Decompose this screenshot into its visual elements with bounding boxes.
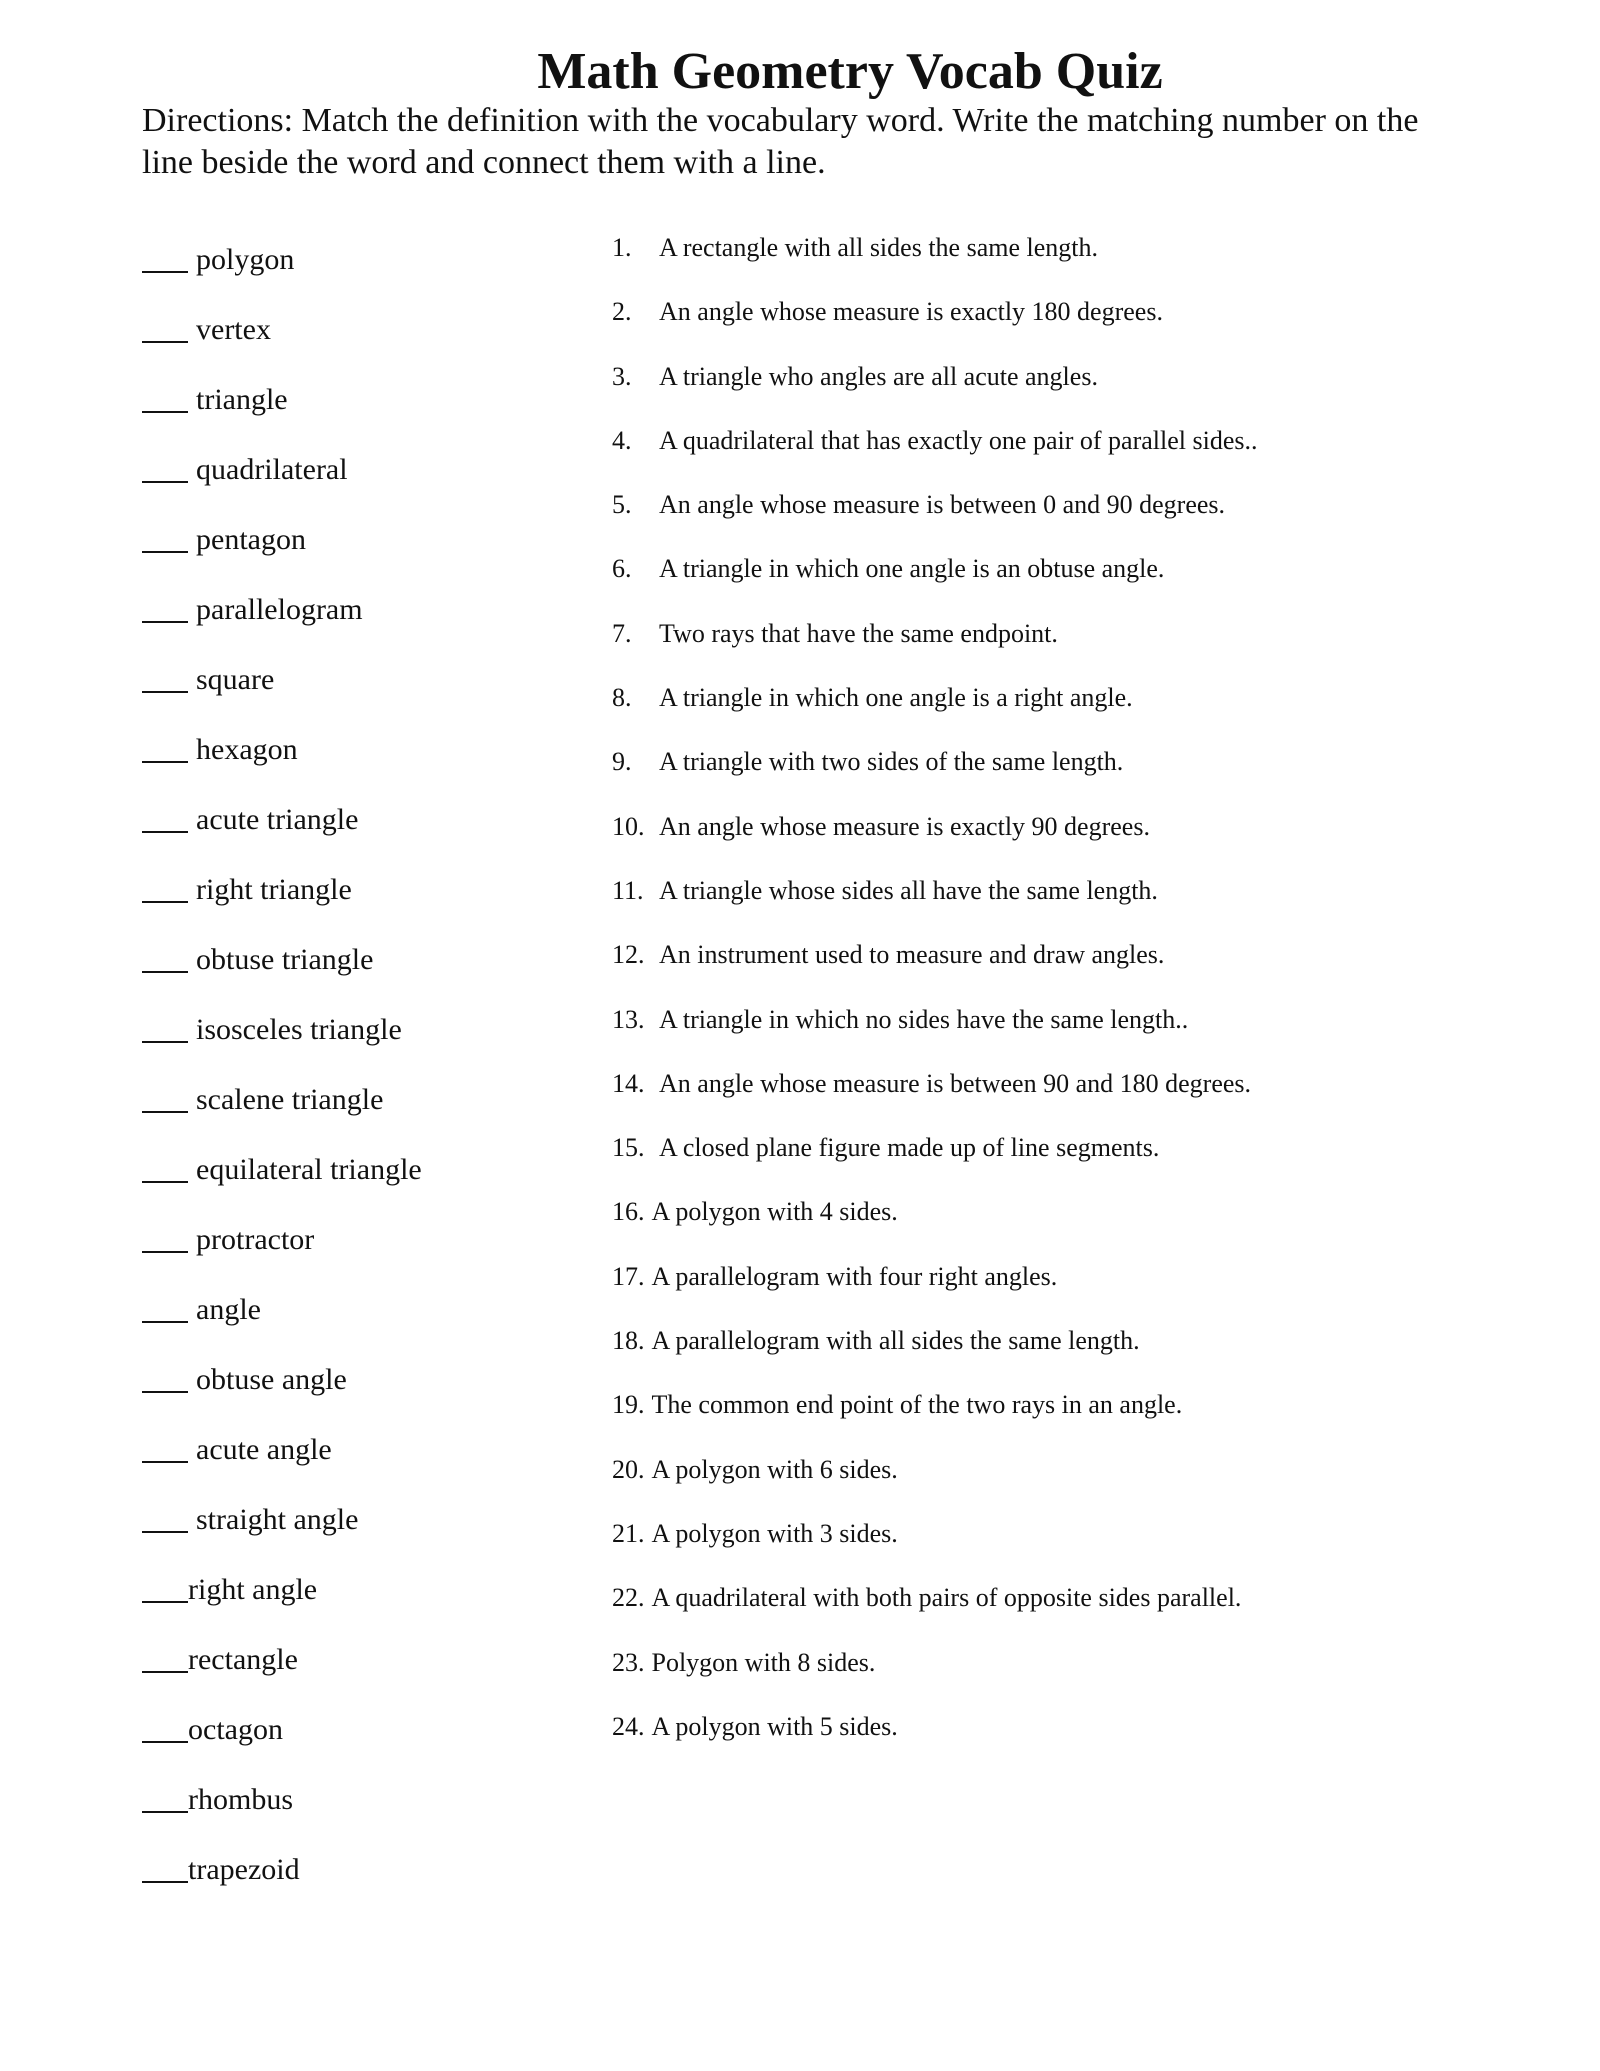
vocab-word-label: straight angle — [196, 1503, 359, 1536]
answer-blank[interactable] — [142, 1601, 188, 1603]
vocab-word-label: obtuse angle — [196, 1363, 347, 1396]
vocab-word-label: parallelogram — [196, 593, 363, 626]
definition-item — [612, 1000, 1512, 1064]
definition-item — [612, 807, 1512, 871]
vocab-word-item — [142, 1220, 602, 1290]
answer-blank[interactable] — [142, 1671, 188, 1673]
vocab-word-item — [142, 1640, 602, 1710]
definition-number: 17. — [612, 1261, 645, 1291]
definition-item — [612, 614, 1512, 678]
vocab-word-item — [142, 590, 602, 660]
vocab-word-label: equilateral triangle — [196, 1153, 422, 1186]
answer-blank[interactable] — [142, 1251, 188, 1253]
vocab-word-label: polygon — [196, 243, 295, 276]
vocab-word-label: pentagon — [196, 523, 306, 556]
vocab-word-item — [142, 730, 602, 800]
definition-number: 20. — [612, 1454, 645, 1484]
definition-number: 21. — [612, 1518, 645, 1548]
answer-blank[interactable] — [142, 1461, 188, 1463]
definition-number: 1. — [612, 233, 632, 262]
vocab-word-label: right triangle — [196, 873, 352, 906]
definition-number: 5. — [612, 490, 632, 520]
definition-item — [612, 1385, 1512, 1449]
answer-blank[interactable] — [142, 621, 188, 623]
vocab-word-label: isosceles triangle — [196, 1013, 402, 1046]
vocab-word-label: angle — [196, 1293, 261, 1326]
answer-blank[interactable] — [142, 481, 188, 483]
vocab-word-label: square — [196, 663, 275, 696]
vocab-word-item — [142, 380, 602, 450]
vocab-word-label: vertex — [196, 313, 271, 346]
definition-text: A closed plane figure made up of line segments. — [659, 1133, 1160, 1163]
definition-text: A parallelogram with all sides the same length. — [651, 1326, 1140, 1356]
answer-blank[interactable] — [142, 551, 188, 553]
vocab-word-label: obtuse triangle — [196, 943, 374, 976]
definition-text: A triangle whose sides all have the same length. — [659, 875, 1158, 905]
answer-blank[interactable] — [142, 971, 188, 973]
definition-number: 19. — [612, 1390, 645, 1420]
definition-number: 11. — [612, 875, 644, 905]
answer-blank[interactable] — [142, 271, 188, 273]
definition-text: An instrument used to measure and draw angles. — [659, 940, 1165, 970]
definition-text: Polygon with 8 sides. — [651, 1647, 876, 1677]
vocab-word-item — [142, 1290, 602, 1360]
definition-text: A triangle who angles are all acute angles. — [659, 361, 1098, 391]
vocab-word-label: hexagon — [196, 733, 298, 766]
definition-item — [612, 1321, 1512, 1385]
answer-blank[interactable] — [142, 1811, 188, 1813]
vocab-word-item — [142, 1710, 602, 1780]
vocab-word-item — [142, 240, 602, 310]
definition-number: 10. — [612, 811, 645, 841]
definition-item — [612, 935, 1512, 999]
vocab-word-label: protractor — [196, 1223, 315, 1256]
vocab-word-label: trapezoid — [188, 1853, 300, 1886]
answer-blank[interactable] — [142, 1531, 188, 1533]
answer-blank[interactable] — [142, 1881, 188, 1883]
vocab-word-item — [142, 870, 602, 940]
definition-number: 24. — [612, 1711, 645, 1741]
definition-number: 14. — [612, 1068, 645, 1098]
vocab-word-item — [142, 450, 602, 520]
definition-number: 15. — [612, 1133, 645, 1163]
definition-item — [612, 485, 1512, 549]
definition-number: 7. — [612, 618, 632, 648]
answer-blank[interactable] — [142, 1181, 188, 1183]
definition-item — [612, 357, 1512, 421]
vocab-word-label: triangle — [196, 383, 288, 416]
answer-blank[interactable] — [142, 1741, 188, 1743]
vocabulary-word-list — [142, 240, 602, 1920]
definition-list — [612, 228, 1512, 1771]
definition-number: 2. — [612, 297, 632, 327]
definition-text: A triangle in which one angle is an obtuse angle. — [659, 554, 1165, 584]
definition-text: A polygon with 3 sides. — [651, 1518, 898, 1548]
definition-text: A quadrilateral that has exactly one pair of parallel sides.. — [659, 425, 1258, 455]
definition-item — [612, 549, 1512, 613]
vocab-word-item — [142, 1570, 602, 1640]
definition-number: 6. — [612, 554, 632, 584]
definition-number: 4. — [612, 425, 632, 455]
definition-text: A triangle in which one angle is a right angle. — [659, 683, 1133, 713]
definition-text: The common end point of the two rays in an angle. — [651, 1390, 1183, 1420]
vocab-word-item — [142, 660, 602, 730]
vocab-word-item — [142, 1500, 602, 1570]
definition-text: An angle whose measure is exactly 90 degrees. — [659, 811, 1150, 841]
definition-item — [612, 1707, 1512, 1771]
vocab-word-item — [142, 1150, 602, 1220]
vocab-word-item — [142, 1080, 602, 1150]
definition-number: 13. — [612, 1004, 645, 1034]
vocab-word-item — [142, 1360, 602, 1430]
definition-number: 18. — [612, 1326, 645, 1356]
definition-text: A polygon with 5 sides. — [651, 1711, 898, 1741]
vocab-word-item — [142, 940, 602, 1010]
definition-number: 9. — [612, 747, 632, 777]
definition-item — [612, 1450, 1512, 1514]
definition-text: A triangle with two sides of the same length. — [659, 747, 1124, 777]
definition-text: A quadrilateral with both pairs of opposite sides parallel. — [651, 1583, 1242, 1613]
definition-text: A rectangle with all sides the same length. — [659, 233, 1098, 262]
definition-text: An angle whose measure is between 90 and 180 degrees. — [659, 1068, 1252, 1098]
vocab-word-item — [142, 1780, 602, 1850]
vocab-word-label: right angle — [188, 1573, 318, 1606]
definition-text: A polygon with 4 sides. — [651, 1197, 898, 1227]
vocab-word-label: acute angle — [196, 1433, 332, 1466]
vocab-word-label: acute triangle — [196, 803, 359, 836]
definition-item — [612, 228, 1512, 292]
answer-blank[interactable] — [142, 341, 188, 343]
answer-blank[interactable] — [142, 1391, 188, 1393]
definition-item — [612, 1257, 1512, 1321]
vocab-word-item — [142, 310, 602, 380]
answer-blank[interactable] — [142, 761, 188, 763]
definition-number: 3. — [612, 361, 632, 391]
definition-item — [612, 1128, 1512, 1192]
answer-blank[interactable] — [142, 901, 188, 903]
definition-number: 12. — [612, 940, 645, 970]
definition-text: A polygon with 6 sides. — [651, 1454, 898, 1484]
directions-text: Directions: Match the definition with the vocabulary word. Write the matching number on the line beside the word and connect them with a line. — [142, 102, 1419, 181]
vocab-word-item — [142, 1850, 602, 1920]
definition-item — [612, 678, 1512, 742]
vocab-word-label: rectangle — [188, 1643, 298, 1676]
definition-item — [612, 1192, 1512, 1256]
definition-item — [612, 1578, 1512, 1642]
vocab-word-label: rhombus — [188, 1783, 293, 1816]
answer-blank[interactable] — [142, 1041, 188, 1043]
definition-item — [612, 1064, 1512, 1128]
answer-blank[interactable] — [142, 691, 188, 693]
answer-blank[interactable] — [142, 1111, 188, 1113]
answer-blank[interactable] — [142, 1321, 188, 1323]
definition-text: An angle whose measure is between 0 and 90 degrees. — [659, 490, 1226, 520]
definition-text: A parallelogram with four right angles. — [651, 1261, 1058, 1291]
vocab-word-label: octagon — [188, 1713, 283, 1746]
definition-number: 23. — [612, 1647, 645, 1677]
definition-text: An angle whose measure is exactly 180 degrees. — [659, 297, 1163, 327]
definition-number: 22. — [612, 1583, 645, 1613]
answer-blank[interactable] — [142, 411, 188, 413]
definition-item — [612, 421, 1512, 485]
vocab-word-item — [142, 520, 602, 590]
definition-text: A triangle in which no sides have the same length.. — [659, 1004, 1189, 1034]
vocab-word-label: quadrilateral — [196, 453, 348, 486]
vocab-word-item — [142, 1010, 602, 1080]
definition-item — [612, 1514, 1512, 1578]
vocab-word-label: scalene triangle — [196, 1083, 384, 1116]
page-title: Math Geometry Vocab Quiz — [537, 43, 1163, 100]
answer-blank[interactable] — [142, 831, 188, 833]
definition-number: 8. — [612, 683, 632, 713]
vocab-word-item — [142, 800, 602, 870]
vocab-word-item — [142, 1430, 602, 1500]
definition-text: Two rays that have the same endpoint. — [659, 618, 1058, 648]
definition-number: 16. — [612, 1197, 645, 1227]
definition-item — [612, 742, 1512, 806]
definition-item — [612, 871, 1512, 935]
definition-item — [612, 1643, 1512, 1707]
definition-item — [612, 292, 1512, 356]
